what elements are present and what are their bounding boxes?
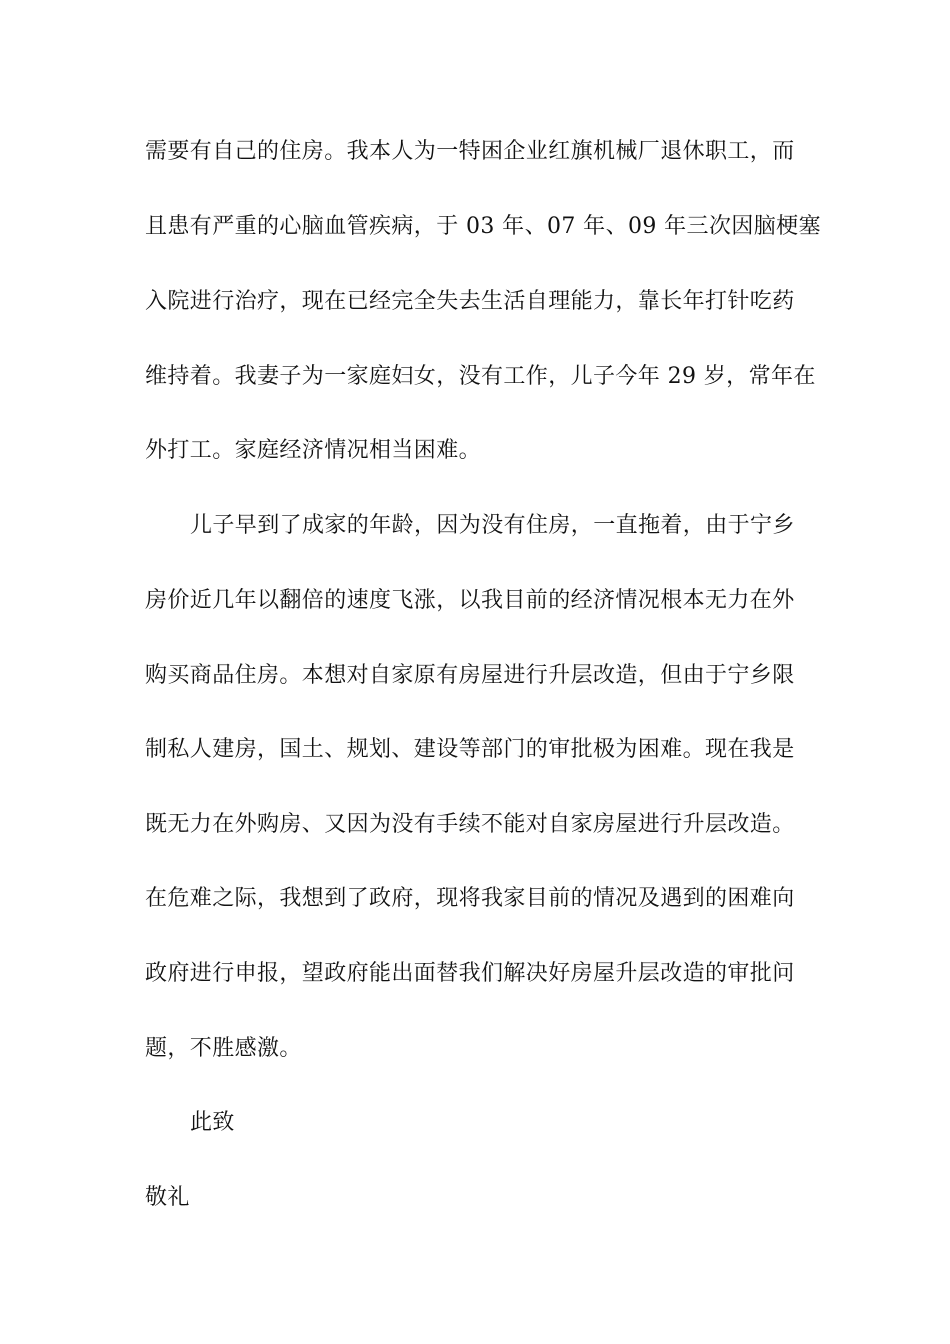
paragraph-line: 既无力在外购房、又因为没有手续不能对自家房屋进行升层改造。 [145, 812, 795, 837]
paragraph-line: 购买商品住房。本想对自家原有房屋进行升层改造，但由于宁乡限 [145, 663, 795, 688]
paragraph-line: 外打工。家庭经济情况相当困难。 [145, 438, 482, 463]
paragraph-line: 制私人建房，国土、规划、建设等部门的审批极为困难。现在我是 [145, 737, 795, 762]
paragraph-line: 且患有严重的心脑血管疾病，于 03 年、07 年、09 年三次因脑梗塞 [145, 214, 821, 239]
paragraph-line: 题，不胜感激。 [145, 1036, 302, 1061]
paragraph-line: 政府进行申报，望政府能出面替我们解决好房屋升层改造的审批问 [145, 961, 795, 986]
closing-salutation: 此致 [190, 1110, 235, 1135]
paragraph-line: 房价近几年以翻倍的速度飞涨，以我目前的经济情况根本无力在外 [145, 588, 795, 613]
paragraph-line: 维持着。我妻子为一家庭妇女，没有工作，儿子今年 29 岁，常年在 [145, 364, 816, 389]
paragraph-line: 儿子早到了成家的年龄，因为没有住房，一直拖着，由于宁乡 [190, 513, 795, 538]
closing-regards: 敬礼 [145, 1185, 190, 1210]
paragraph-line: 入院进行治疗，现在已经完全失去生活自理能力，靠长年打针吃药 [145, 289, 795, 314]
paragraph-line: 在危难之际，我想到了政府，现将我家目前的情况及遇到的困难向 [145, 886, 795, 911]
paragraph-line: 需要有自己的住房。我本人为一特困企业红旗机械厂退休职工，而 [145, 139, 795, 164]
